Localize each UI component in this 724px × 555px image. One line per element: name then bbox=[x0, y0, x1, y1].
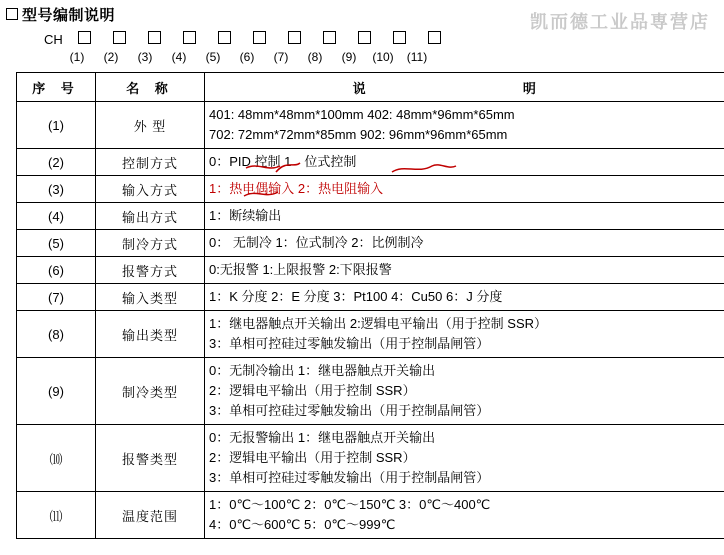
desc-line: 1：热电偶输入 2：热电阻输入 bbox=[209, 181, 384, 196]
desc-line: 1：K 分度 2：E 分度 3：Pt100 4：Cu50 6：J 分度 bbox=[209, 289, 503, 304]
code-box bbox=[323, 31, 336, 44]
desc-line: 2：逻辑电平输出（用于控制 SSR） bbox=[209, 450, 416, 465]
row-name: 制冷方式 bbox=[96, 230, 205, 257]
code-number: (8) bbox=[307, 50, 323, 64]
row-description bbox=[205, 284, 724, 311]
desc-line: 0：无制冷输出 1：继电器触点开关输出 bbox=[209, 363, 436, 378]
code-number: (9) bbox=[341, 50, 357, 64]
code-number: (3) bbox=[137, 50, 153, 64]
desc-line: 1：0℃～100℃ 2：0℃～150℃ 3：0℃～400℃ bbox=[209, 497, 491, 512]
table-row bbox=[17, 284, 724, 311]
table-row bbox=[17, 102, 724, 149]
table-row bbox=[17, 492, 724, 539]
row-name: 控制方式 bbox=[96, 149, 205, 176]
code-number: (7) bbox=[273, 50, 289, 64]
row-no: (6) bbox=[17, 257, 96, 284]
row-description bbox=[205, 257, 724, 284]
row-description bbox=[205, 358, 724, 425]
desc-line: 0：PID 控制 1 位式控制 bbox=[209, 154, 357, 169]
desc-line: 3：单相可控硅过零触发输出（用于控制晶闸管） bbox=[209, 403, 490, 418]
table-row bbox=[17, 230, 724, 257]
row-description bbox=[205, 492, 724, 539]
row-name: 制冷类型 bbox=[96, 358, 205, 425]
spec-table bbox=[16, 72, 724, 539]
desc-line: 0:无报警 1:上限报警 2:下限报警 bbox=[209, 262, 392, 277]
row-no: ⑽ bbox=[17, 425, 96, 492]
header-description-right: 明 bbox=[522, 80, 536, 96]
desc-line: 1：断续输出 bbox=[209, 208, 282, 223]
code-box bbox=[428, 31, 441, 44]
row-name: 输入方式 bbox=[96, 176, 205, 203]
row-no: (8) bbox=[17, 311, 96, 358]
table-row bbox=[17, 203, 724, 230]
table-body bbox=[17, 102, 724, 539]
row-description bbox=[205, 425, 724, 492]
row-name: 温度范围 bbox=[96, 492, 205, 539]
table-row bbox=[17, 358, 724, 425]
row-no: (2) bbox=[17, 149, 96, 176]
code-box bbox=[253, 31, 266, 44]
header-name: 名 称 bbox=[96, 73, 205, 102]
table-row bbox=[17, 176, 724, 203]
model-code-boxes bbox=[78, 31, 463, 44]
model-code-area bbox=[0, 26, 724, 72]
table-row bbox=[17, 425, 724, 492]
row-no: (3) bbox=[17, 176, 96, 203]
desc-line: 0：无报警输出 1：继电器触点开关输出 bbox=[209, 430, 436, 445]
header-description-left: 说 bbox=[352, 80, 366, 96]
row-no: (7) bbox=[17, 284, 96, 311]
row-no: (9) bbox=[17, 358, 96, 425]
desc-line: 4：0℃～600℃ 5：0℃～999℃ bbox=[209, 517, 396, 532]
row-no: (1) bbox=[17, 102, 96, 149]
code-box bbox=[113, 31, 126, 44]
row-name: 报警方式 bbox=[96, 257, 205, 284]
code-box bbox=[183, 31, 196, 44]
code-box bbox=[148, 31, 161, 44]
desc-line: 3：单相可控硅过零触发输出（用于控制晶闸管） bbox=[209, 470, 490, 485]
row-no: ⑾ bbox=[17, 492, 96, 539]
row-no: (4) bbox=[17, 203, 96, 230]
row-description bbox=[205, 102, 724, 149]
row-description bbox=[205, 311, 724, 358]
code-box bbox=[393, 31, 406, 44]
header-no: 序 号 bbox=[17, 73, 96, 102]
code-number: (1) bbox=[69, 50, 85, 64]
row-description bbox=[205, 230, 724, 257]
title-checkbox-icon bbox=[6, 8, 18, 20]
page-title: 型号编制说明 bbox=[22, 6, 116, 24]
row-description bbox=[205, 203, 724, 230]
desc-line: 0： 无制冷 1：位式制冷 2：比例制冷 bbox=[209, 235, 424, 250]
code-number: (11) bbox=[406, 50, 428, 64]
code-number: (4) bbox=[171, 50, 187, 64]
row-name: 报警类型 bbox=[96, 425, 205, 492]
code-box bbox=[358, 31, 371, 44]
code-number: (10) bbox=[372, 50, 394, 64]
code-box bbox=[288, 31, 301, 44]
table-row bbox=[17, 311, 724, 358]
row-name: 输入类型 bbox=[96, 284, 205, 311]
desc-line: 2：逻辑电平输出（用于控制 SSR） bbox=[209, 383, 416, 398]
code-number: (6) bbox=[239, 50, 255, 64]
code-box bbox=[78, 31, 91, 44]
model-prefix-label: CH bbox=[44, 32, 63, 47]
table-row bbox=[17, 149, 724, 176]
row-no: (5) bbox=[17, 230, 96, 257]
row-description bbox=[205, 149, 724, 176]
model-code-numbers bbox=[60, 50, 434, 64]
desc-line: 702: 72mm*72mm*85mm 902: 96mm*96mm*65mm bbox=[209, 127, 508, 142]
desc-line: 1：继电器触点开关输出 2:逻辑电平输出（用于控制 SSR） bbox=[209, 316, 548, 331]
row-name: 外 型 bbox=[96, 102, 205, 149]
table-row bbox=[17, 257, 724, 284]
row-description bbox=[205, 176, 724, 203]
code-box bbox=[218, 31, 231, 44]
code-number: (5) bbox=[205, 50, 221, 64]
row-name: 输出方式 bbox=[96, 203, 205, 230]
row-name: 输出类型 bbox=[96, 311, 205, 358]
watermark: 凯而德工业品専营店 bbox=[530, 12, 710, 32]
desc-line: 3：单相可控硅过零触发输出（用于控制晶闸管） bbox=[209, 336, 490, 351]
code-number: (2) bbox=[103, 50, 119, 64]
header-description bbox=[205, 73, 724, 102]
desc-line: 401: 48mm*48mm*100mm 402: 48mm*96mm*65mm bbox=[209, 107, 515, 122]
page-title-row bbox=[0, 0, 724, 24]
table-header-row bbox=[17, 73, 724, 102]
